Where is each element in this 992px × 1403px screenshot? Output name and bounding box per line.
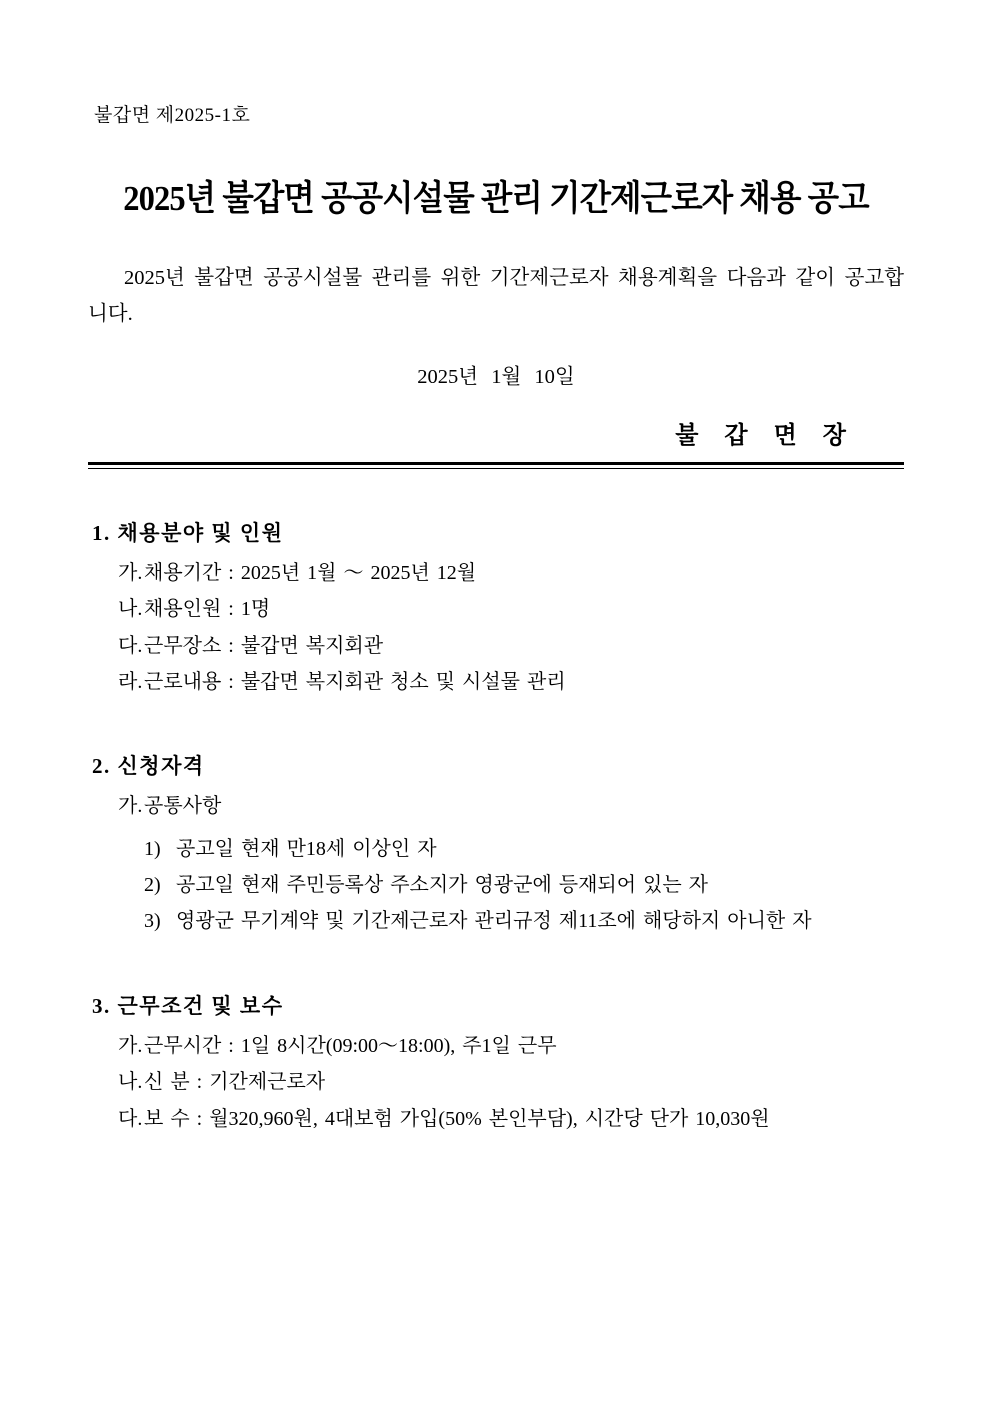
list-item-text: 근로내용 : 불갑면 복지회관 청소 및 시설물 관리: [144, 670, 566, 693]
list-item-text: 채용인원 : 1명: [144, 598, 271, 621]
list-marker: 나.: [118, 598, 143, 621]
sub-list-marker: 2): [144, 874, 161, 897]
sub-list-item: [144, 869, 904, 901]
page-title: 2025년 불갑면 공공시설물 관리 기간제근로자 채용 공고: [123, 179, 869, 218]
list-item: [118, 790, 904, 822]
list-item-text: 채용기간 : 2025년 1월 ～ 2025년 12월: [144, 561, 477, 584]
list-item: [118, 666, 904, 698]
announcement-date: 2025년 1월 10일: [417, 365, 575, 388]
list-item: [118, 593, 904, 625]
list-item: [118, 1066, 904, 1098]
section-spacer: [88, 968, 904, 990]
list-marker: 가.: [118, 561, 143, 584]
sub-list-item-text: 영광군 무기계약 및 기간제근로자 관리규정 제11조에 해당하지 아니한 자: [176, 910, 812, 933]
section-recruitment-field: [88, 517, 904, 699]
list-item-text: 신 분 : 기간제근로자: [144, 1071, 326, 1094]
divider: [88, 462, 904, 469]
list-item-text: 공통사항: [144, 795, 222, 818]
section-heading: 1. 채용분야 및 인원: [92, 520, 284, 545]
list-item-text: 보 수 : 월320,960원, 4대보험 가입(50% 본인부담), 시간당 단가 10,030원: [144, 1107, 770, 1130]
list-marker: 가.: [118, 1034, 143, 1057]
section-spacer: [88, 728, 904, 750]
section-heading: 2. 신청자격: [92, 754, 205, 779]
list-item-text: 근무시간 : 1일 8시간(09:00～18:00), 주1일 근무: [144, 1034, 557, 1057]
list-marker: 다.: [118, 634, 143, 657]
sub-list-item: [144, 833, 904, 865]
sub-list-item-text: 공고일 현재 만18세 이상인 자: [176, 837, 437, 860]
list-marker: 나.: [118, 1071, 143, 1094]
list-item: [118, 630, 904, 662]
list-marker: 다.: [118, 1107, 143, 1130]
issuer-name: 불 갑 면 장: [675, 422, 856, 449]
intro-paragraph: [88, 261, 904, 333]
section-eligibility: [88, 750, 904, 938]
intro-text: 2025년 불갑면 공공시설물 관리를 위한 기간제근로자 채용계획을 다음과 같이 공고합니다.: [88, 267, 904, 325]
sub-list-marker: 1): [144, 837, 161, 860]
sub-list-item-text: 공고일 현재 주민등록상 주소지가 영광군에 등재되어 있는 자: [176, 874, 708, 897]
list-marker: 라.: [118, 670, 143, 693]
list-item-text: 근무장소 : 불갑면 복지회관: [144, 634, 384, 657]
sub-list-item: [144, 905, 904, 937]
list-item: [118, 1103, 904, 1135]
list-item: [118, 557, 904, 589]
list-item: [118, 1030, 904, 1062]
list-marker: 가.: [118, 795, 143, 818]
section-heading: 3. 근무조건 및 보수: [92, 993, 284, 1018]
document-number: 불갑면 제2025-1호: [94, 105, 251, 126]
sub-list-marker: 3): [144, 910, 161, 933]
section-working-conditions: [88, 990, 904, 1135]
